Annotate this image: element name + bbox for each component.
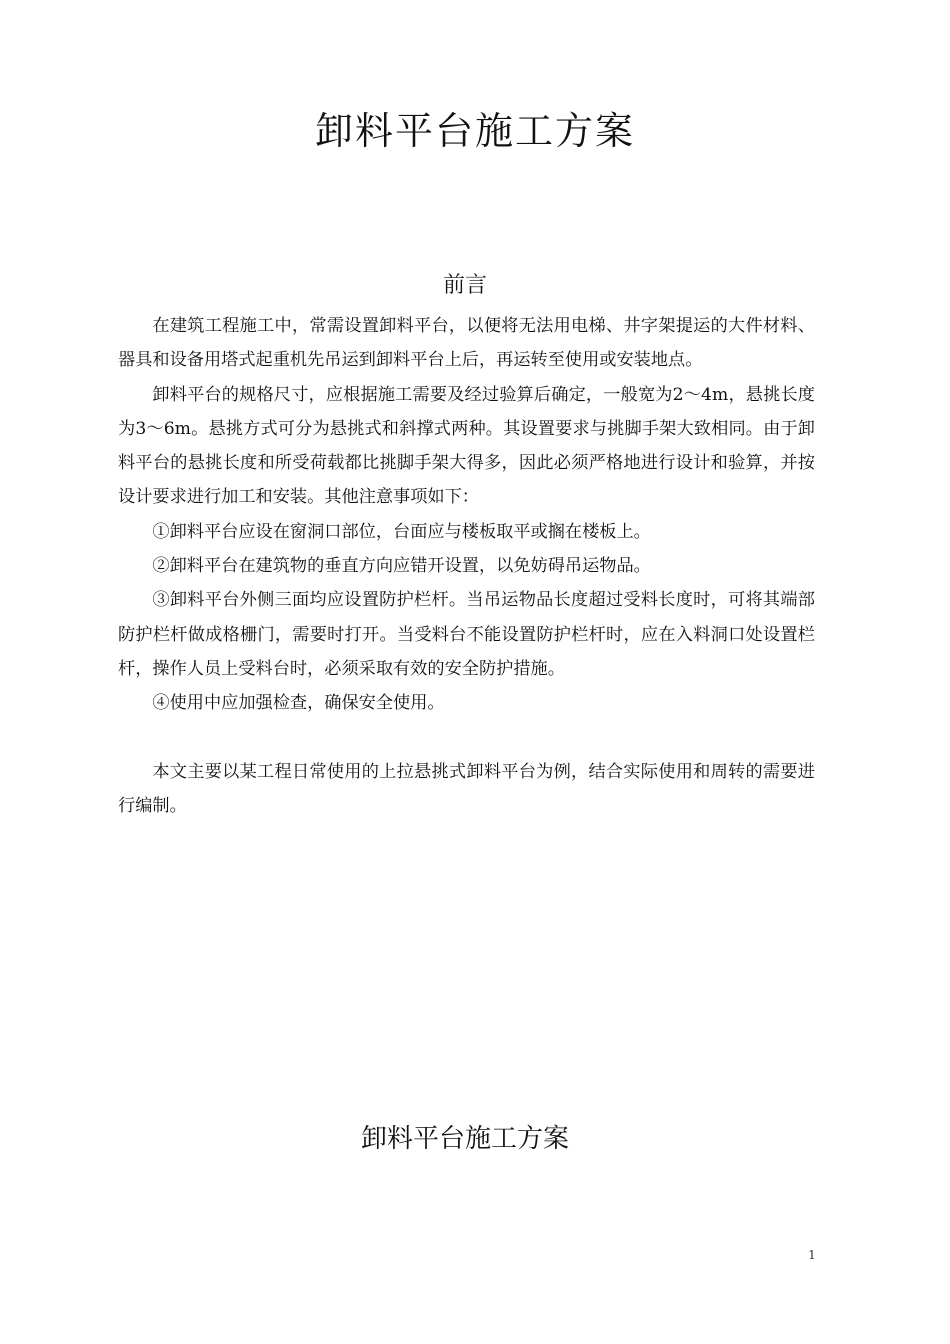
paragraph-scope: 本文主要以某工程日常使用的上拉悬挑式卸料平台为例，结合实际使用和周转的需要进行编制。 xyxy=(118,761,815,816)
preface-heading: 前言 xyxy=(442,273,487,298)
list-item-4: ④使用中应加强检查，确保安全使用。 xyxy=(152,693,445,714)
paragraph-specifications: 卸料平台的规格尺寸，应根据施工需要及经过验算后确定，一般宽为2～4m，悬挑长度为3～6m。悬挑方式可分为悬挑式和斜撑式两种。其设置要求与挑脚手架大致相同。由于卸料平台的悬挑长度和所受荷载都比挑脚手架大得多，因此必须严格地进行设计和验算，并按设计要求进行加工和安装。其他注意事项如下： xyxy=(118,384,815,508)
page-number: 1 xyxy=(808,1248,816,1262)
list-item-3: ③卸料平台外侧三面均应设置防护栏杆。当吊运物品长度超过受料长度时，可将其端部防护栏杆做成格栅门，需要时打开。当受料台不能设置防护栏杆时，应在入料洞口处设置栏杆，操作人员上受料台时，必须采取有效的安全防护措施。 xyxy=(118,590,815,679)
document-title: 卸料平台施工方案 xyxy=(314,109,635,153)
list-item-1: ①卸料平台应设在窗洞口部位，台面应与楼板取平或搁在楼板上。 xyxy=(152,521,651,542)
paragraph-intro: 在建筑工程施工中，常需设置卸料平台，以便将无法用电梯、井字架提运的大件材料、器具和设备用塔式起重机先吊运到卸料平台上后，再运转至使用或安装地点。 xyxy=(118,316,815,371)
preface-body xyxy=(118,309,815,823)
list-item-2: ②卸料平台在建筑物的垂直方向应错开设置，以免妨碍吊运物品。 xyxy=(152,556,651,577)
section-title: 卸料平台施工方案 xyxy=(360,1124,569,1154)
